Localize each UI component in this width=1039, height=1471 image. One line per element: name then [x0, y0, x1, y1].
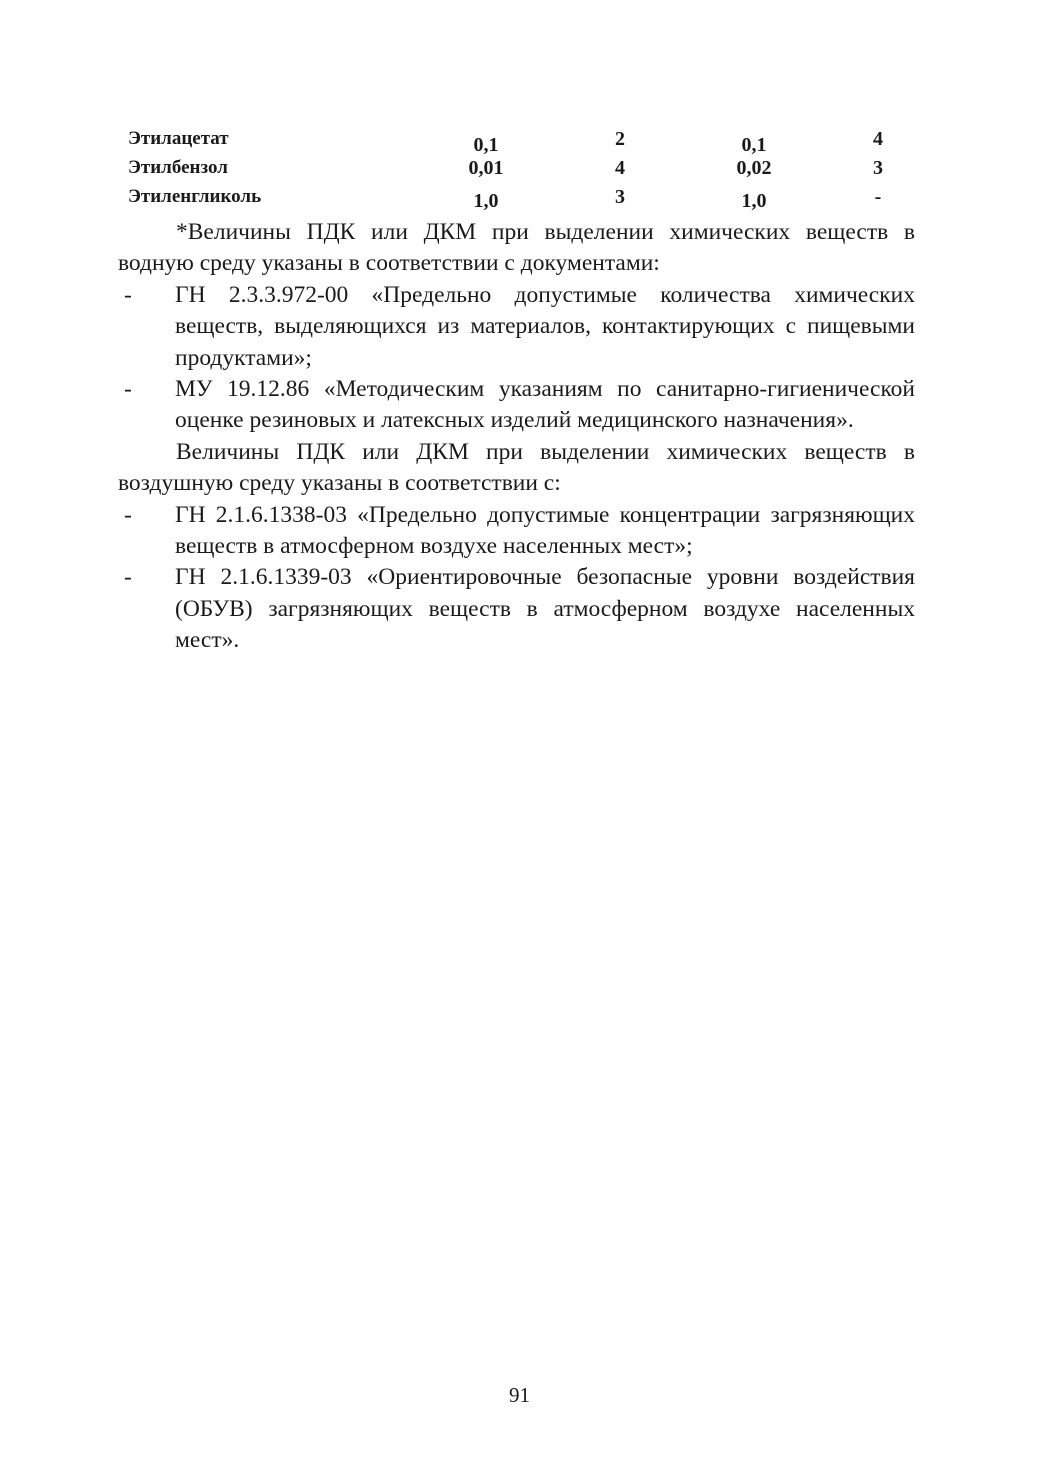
list-marker: -: [124, 501, 132, 528]
table-cell: 0,02: [736, 157, 772, 179]
body-text: [118, 217, 915, 657]
list-item-text: ГН 2.1.6.1338-03 «Предельно допустимые концентрации загрязняющих веществ в атмосферном воздухе населенных мест»;: [175, 501, 915, 560]
table-row: [128, 128, 898, 157]
table-cell: 4: [873, 128, 883, 150]
substance-table: [128, 128, 898, 215]
list-item-text: ГН 2.1.6.1339-03 «Ориентировочные безопасные уровни воздействия (ОБУВ) загрязняющих веществ в атмосферном воздухе населенных мест».: [175, 564, 915, 654]
substance-name: Этилбензол: [128, 157, 228, 178]
list-item-text: МУ 19.12.86 «Методическим указаниям по санитарно-гигиенической оценке резиновых и латексных изделий медицинского назначения».: [175, 376, 915, 434]
table-cell: 1,0: [741, 190, 767, 212]
table-cell: 0,1: [741, 134, 767, 156]
air-intro-paragraph: Величины ПДК или ДКМ при выделении химических веществ в воздушную среду указаны в соответствии с:: [118, 438, 915, 497]
list-marker: -: [124, 281, 132, 308]
table-cell: -: [874, 186, 882, 208]
table-cell: 1,0: [473, 190, 499, 212]
list-item: [118, 500, 915, 563]
list-marker: -: [124, 376, 132, 403]
table-cell: 2: [615, 128, 625, 150]
table-row: [128, 186, 898, 215]
substance-name: Этилацетат: [128, 128, 229, 149]
table-row: [128, 157, 898, 186]
list-item: [118, 374, 915, 437]
table-cell: 4: [615, 157, 625, 179]
table-cell: 0,1: [473, 134, 499, 156]
list-item-text: ГН 2.3.3.972-00 «Предельно допустимые количества химических веществ, выделяющихся из материалов, контактирующих с пищевыми продуктами»;: [175, 281, 915, 371]
water-intro-paragraph: *Величины ПДК или ДКМ при выделении химических веществ в водную среду указаны в соответствии с документами:: [118, 219, 915, 277]
list-marker: -: [124, 564, 132, 591]
list-item: [118, 280, 915, 374]
table-cell: 3: [615, 186, 625, 208]
list-item: [118, 562, 915, 656]
page-number: 91: [509, 1383, 530, 1407]
table-cell: 3: [873, 157, 883, 179]
substance-name: Этиленгликоль: [128, 186, 262, 207]
table-cell: 0,01: [468, 157, 504, 179]
